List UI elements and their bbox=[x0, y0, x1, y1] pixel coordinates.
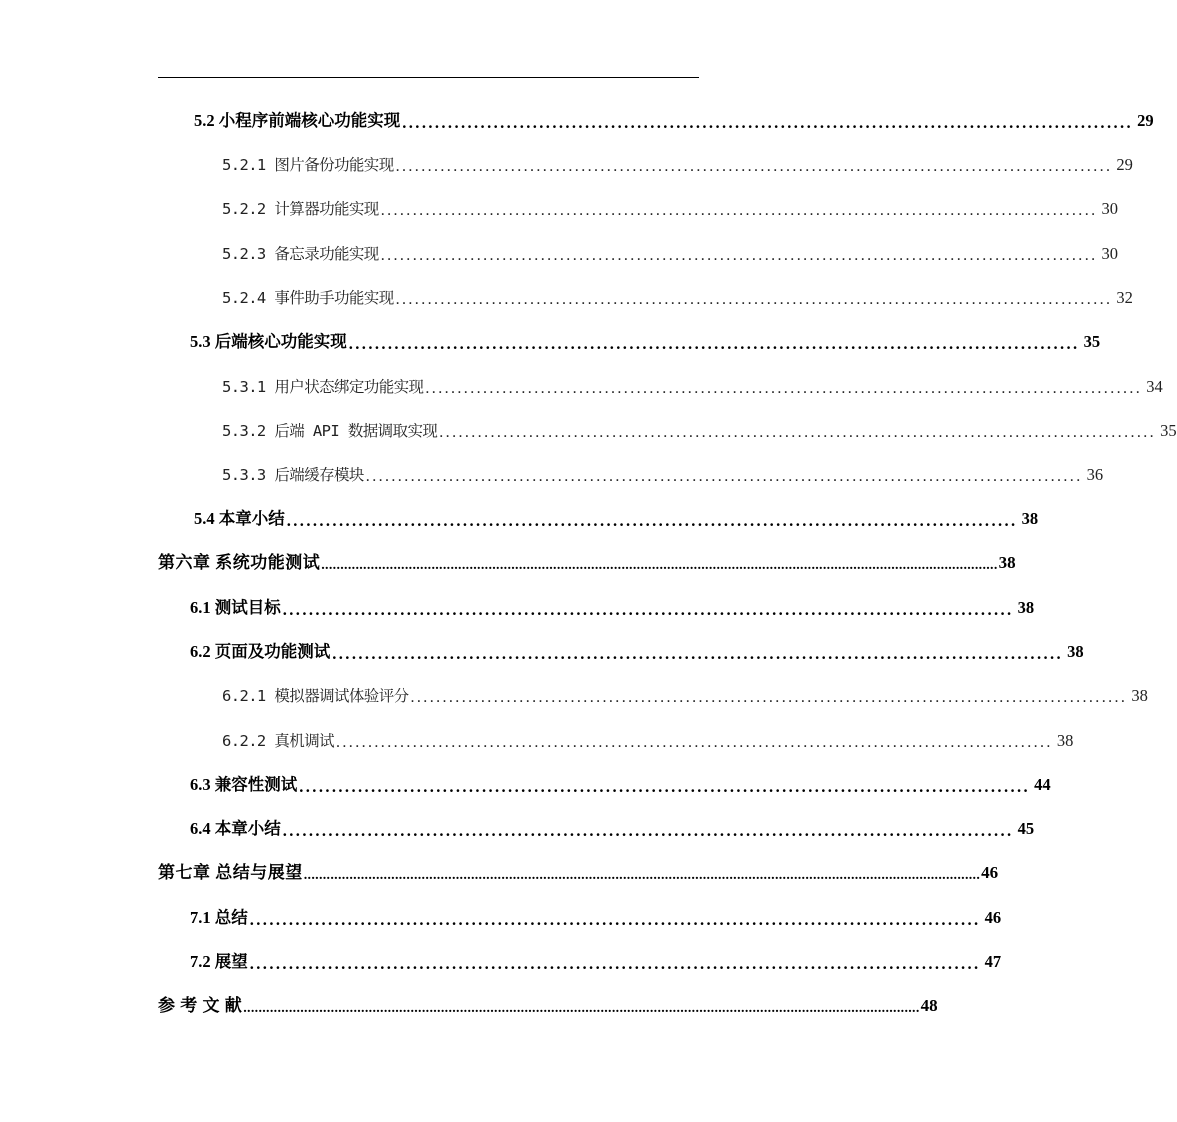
toc-entry-page: 38 bbox=[1017, 598, 1035, 617]
toc-leader-dots: ................................................................................................................ bbox=[439, 424, 1157, 441]
toc-entry-page: 44 bbox=[1034, 775, 1051, 794]
toc-leader-dots: ................................................................................................................ bbox=[286, 510, 1018, 530]
toc-chapter-entry[interactable] bbox=[158, 549, 1016, 573]
toc-entry-title: 5.3.1 用户状态绑定功能实现 bbox=[222, 378, 424, 396]
toc-entry-title: 6.1 测试目标 bbox=[190, 598, 281, 617]
toc-entry-page: 48 bbox=[920, 996, 938, 1015]
toc-entry[interactable] bbox=[222, 682, 1148, 706]
toc-entry-title: 5.2.1 图片备份功能实现 bbox=[222, 156, 394, 174]
toc-entry[interactable] bbox=[190, 328, 1101, 353]
toc-entry[interactable] bbox=[194, 107, 1154, 132]
toc-entry[interactable] bbox=[190, 594, 1035, 619]
toc-leader-dots: ................................................................................................................ bbox=[425, 380, 1143, 397]
toc-entry-title: 5.3.2 后端 API 数据调取实现 bbox=[222, 422, 438, 440]
toc-entry-page: 38 bbox=[1067, 642, 1084, 661]
toc-entry-page: 46 bbox=[981, 863, 999, 882]
toc-entry-title: 6.2.2 真机调试 bbox=[222, 732, 334, 750]
toc-entry[interactable] bbox=[194, 505, 1039, 530]
toc-leader-dots: ................................................................................................................ bbox=[336, 734, 1053, 751]
toc-leader-dots: ................................................................................................................ bbox=[395, 158, 1113, 175]
toc-entry-title: 5.2.3 备忘录功能实现 bbox=[222, 245, 379, 263]
toc-leader-dots: ................................................................................................................ bbox=[365, 468, 1083, 485]
toc-leader-dots: .................................................................................................................................................................................. bbox=[303, 868, 981, 883]
toc-entry-page: 34 bbox=[1146, 377, 1163, 396]
toc-leader-dots: .................................................................................................................................................................................. bbox=[243, 1001, 920, 1016]
toc-entry-page: 36 bbox=[1086, 465, 1104, 484]
toc-entry-page: 30 bbox=[1101, 244, 1119, 263]
toc-entry[interactable] bbox=[222, 240, 1119, 264]
toc-entry-page: 47 bbox=[984, 952, 1002, 971]
toc-leader-dots: ................................................................................................................ bbox=[282, 820, 1014, 840]
toc-entry[interactable] bbox=[222, 417, 1177, 441]
toc-entry-title: 6.3 兼容性测试 bbox=[190, 775, 298, 794]
toc-leader-dots: ................................................................................................................ bbox=[395, 291, 1113, 308]
toc-entry-title: 6.4 本章小结 bbox=[190, 819, 281, 838]
toc-entry-title: 5.2.2 计算器功能实现 bbox=[222, 200, 379, 218]
toc-entry-title: 参 考 文 献 bbox=[158, 996, 243, 1015]
toc-entry-page: 46 bbox=[984, 908, 1002, 927]
toc-leader-dots: ................................................................................................................ bbox=[282, 599, 1014, 619]
toc-leader-dots: ................................................................................................................ bbox=[249, 909, 981, 929]
toc-entry-title: 5.2.4 事件助手功能实现 bbox=[222, 289, 394, 307]
toc-entry-page: 29 bbox=[1137, 111, 1154, 130]
toc-entry-title: 5.3 后端核心功能实现 bbox=[190, 332, 347, 351]
toc-entry[interactable] bbox=[222, 151, 1133, 175]
toc-entry[interactable] bbox=[222, 373, 1163, 397]
toc-entry-title: 6.2.1 模拟器调试体验评分 bbox=[222, 687, 409, 705]
toc-entry[interactable] bbox=[190, 948, 1002, 973]
toc-entry[interactable] bbox=[190, 771, 1051, 796]
toc-entry-page: 29 bbox=[1116, 155, 1133, 174]
toc-entry-page: 38 bbox=[1131, 686, 1148, 705]
toc-entry-title: 第六章 系统功能测试 bbox=[158, 553, 321, 572]
toc-entry[interactable] bbox=[222, 284, 1133, 308]
toc-entry-title: 第七章 总结与展望 bbox=[158, 863, 303, 882]
toc-leader-dots: ................................................................................................................ bbox=[380, 247, 1098, 264]
toc-entry-title: 7.2 展望 bbox=[190, 952, 248, 971]
toc-leader-dots: .................................................................................................................................................................................. bbox=[321, 558, 998, 573]
toc-chapter-entry[interactable] bbox=[158, 859, 999, 883]
toc-entry[interactable] bbox=[222, 461, 1104, 485]
toc-entry-title: 5.4 本章小结 bbox=[194, 509, 285, 528]
toc-entry-page: 30 bbox=[1101, 199, 1119, 218]
toc-entry-title: 6.2 页面及功能测试 bbox=[190, 642, 331, 661]
toc-entry-title: 5.3.3 后端缓存模块 bbox=[222, 466, 364, 484]
toc-leader-dots: ................................................................................................................ bbox=[380, 202, 1098, 219]
toc-entry-page: 35 bbox=[1083, 332, 1101, 351]
toc-leader-dots: ................................................................................................................ bbox=[249, 953, 981, 973]
toc-entry[interactable] bbox=[190, 638, 1084, 663]
toc-leader-dots: ................................................................................................................ bbox=[299, 776, 1031, 796]
toc-entry-page: 38 bbox=[998, 553, 1016, 572]
toc-entry-page: 32 bbox=[1116, 288, 1133, 307]
toc-entry-page: 38 bbox=[1021, 509, 1039, 528]
toc-leader-dots: ................................................................................................................ bbox=[402, 112, 1134, 132]
toc-entry[interactable] bbox=[190, 904, 1002, 929]
toc-entry-page: 45 bbox=[1017, 819, 1035, 838]
toc-entry[interactable] bbox=[190, 815, 1035, 840]
toc-entry-page: 38 bbox=[1056, 731, 1074, 750]
toc-leader-dots: ................................................................................................................ bbox=[410, 689, 1128, 706]
toc-leader-dots: ................................................................................................................ bbox=[332, 643, 1064, 663]
toc-leader-dots: ................................................................................................................ bbox=[348, 333, 1080, 353]
toc-entry[interactable] bbox=[222, 727, 1074, 751]
toc-entry-page: 35 bbox=[1160, 421, 1177, 440]
toc-chapter-entry[interactable] bbox=[158, 992, 938, 1016]
toc-entry-title: 7.1 总结 bbox=[190, 908, 248, 927]
toc-entry[interactable] bbox=[222, 195, 1119, 219]
toc-entry-title: 5.2 小程序前端核心功能实现 bbox=[194, 111, 401, 130]
